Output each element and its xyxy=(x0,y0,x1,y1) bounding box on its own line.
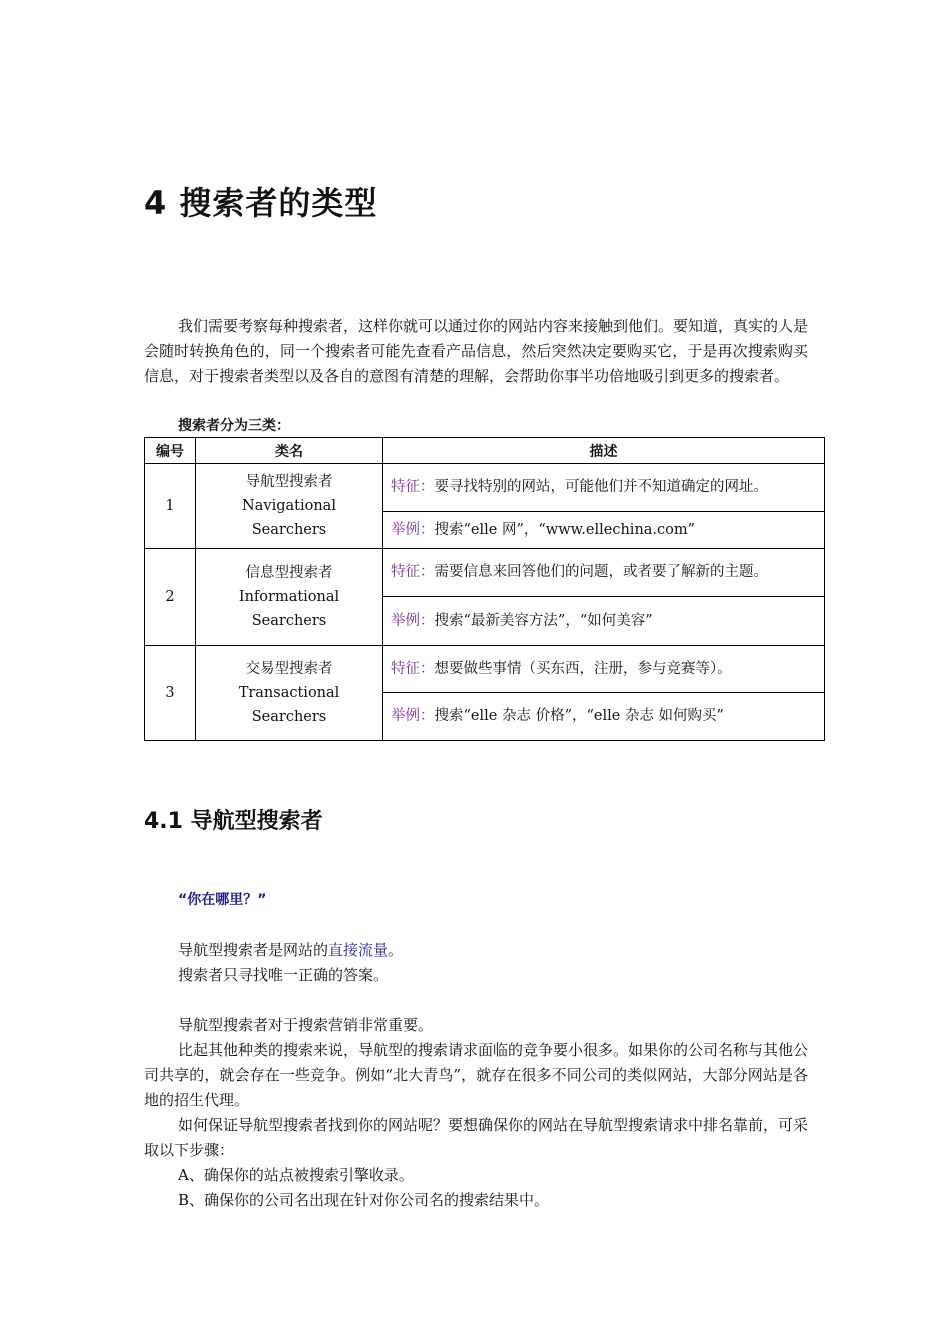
row-number: 1 xyxy=(145,464,196,549)
row-type-name xyxy=(196,464,383,549)
type-name-cn: 导航型搜索者 xyxy=(245,474,333,490)
table-row xyxy=(145,549,825,597)
feature-text: 需要信息来回答他们的问题，或者要了解新的主题。 xyxy=(434,564,768,580)
header-name: 类名 xyxy=(196,438,383,464)
example-text: 搜索“最新美容方法”，“如何美容” xyxy=(434,612,653,629)
type-name-cn: 交易型搜索者 xyxy=(245,661,333,677)
row-feature xyxy=(383,646,825,693)
line-prefix: 导航型搜索者是网站的 xyxy=(178,941,329,959)
row-type-name xyxy=(196,646,383,741)
row-example xyxy=(383,597,825,646)
step-b: B、确保你的公司名出现在针对你公司名的搜索结果中。 xyxy=(178,1191,550,1209)
feature-text: 想要做些事情（买东西，注册，参与竞赛等）。 xyxy=(434,660,732,677)
table-header-row xyxy=(145,438,825,464)
type-name-en: Navigational Searchers xyxy=(242,498,336,538)
header-description: 描述 xyxy=(383,438,825,464)
example-text: 搜索“elle 网”，“www.ellechina.com” xyxy=(434,521,696,538)
row-example xyxy=(383,693,825,741)
feature-label: 特征： xyxy=(391,479,435,495)
example-label: 举例： xyxy=(391,708,435,724)
table-row xyxy=(145,464,825,512)
line-suffix: 。 xyxy=(388,941,404,959)
section-quote: “你在哪里？” xyxy=(178,892,267,908)
page-title: 4 搜索者的类型 xyxy=(144,184,378,222)
direct-traffic-link[interactable]: 直接流量 xyxy=(328,941,389,959)
table-row xyxy=(145,646,825,693)
example-text: 搜索“elle 杂志 价格”，“elle 杂志 如何购买” xyxy=(434,708,724,724)
section-line-unique-answer: 搜索者只寻找唯一正确的答案。 xyxy=(178,966,389,984)
step-a: A、确保你的站点被搜索引擎收录。 xyxy=(178,1166,414,1184)
section-paragraph-steps: 如何保证导航型搜索者找到你的网站呢？要想确保你的网站在导航型搜索请求中排名靠前，可采取以下步骤： xyxy=(144,1116,809,1159)
section-title: 4.1 导航型搜索者 xyxy=(144,809,323,834)
type-name-en: Transactional Searchers xyxy=(238,685,340,725)
row-feature xyxy=(383,549,825,597)
example-label: 举例： xyxy=(391,521,435,538)
type-name-en: Informational Searchers xyxy=(238,589,340,629)
feature-label: 特征： xyxy=(391,660,435,677)
row-type-name xyxy=(196,549,383,646)
section-paragraph-competition: 比起其他种类的搜索来说，导航型的搜索请求面临的竞争要小很多。如果你的公司名称与其他公司共享的，就会存在一些竞争。例如“北大青鸟”，就存在很多不同公司的类似网站，大部分网站是各地的招生代理。 xyxy=(144,1041,809,1109)
section-line-importance: 导航型搜索者对于搜索营销非常重要。 xyxy=(178,1016,434,1034)
section-line-direct-traffic xyxy=(178,938,403,963)
example-label: 举例： xyxy=(391,612,435,629)
row-number: 3 xyxy=(145,646,196,741)
feature-text: 要寻找特别的网站，可能他们并不知道确定的网址。 xyxy=(434,479,768,495)
type-name-cn: 信息型搜索者 xyxy=(245,565,333,581)
header-number: 编号 xyxy=(145,438,196,464)
feature-label: 特征： xyxy=(391,564,435,580)
table-caption: 搜索者分为三类： xyxy=(178,418,290,434)
row-number: 2 xyxy=(145,549,196,646)
searcher-types-table xyxy=(144,437,825,741)
row-example xyxy=(383,512,825,549)
intro-paragraph: 我们需要考察每种搜索者，这样你就可以通过你的网站内容来接触到他们。要知道，真实的人是会随时转换角色的，同一个搜索者可能先查看产品信息，然后突然决定要购买它，于是再次搜索购买信息，对于搜索者类型以及各自的意图有清楚的理解，会帮助你事半功倍地吸引到更多的搜索者。 xyxy=(144,317,809,385)
row-feature xyxy=(383,464,825,512)
